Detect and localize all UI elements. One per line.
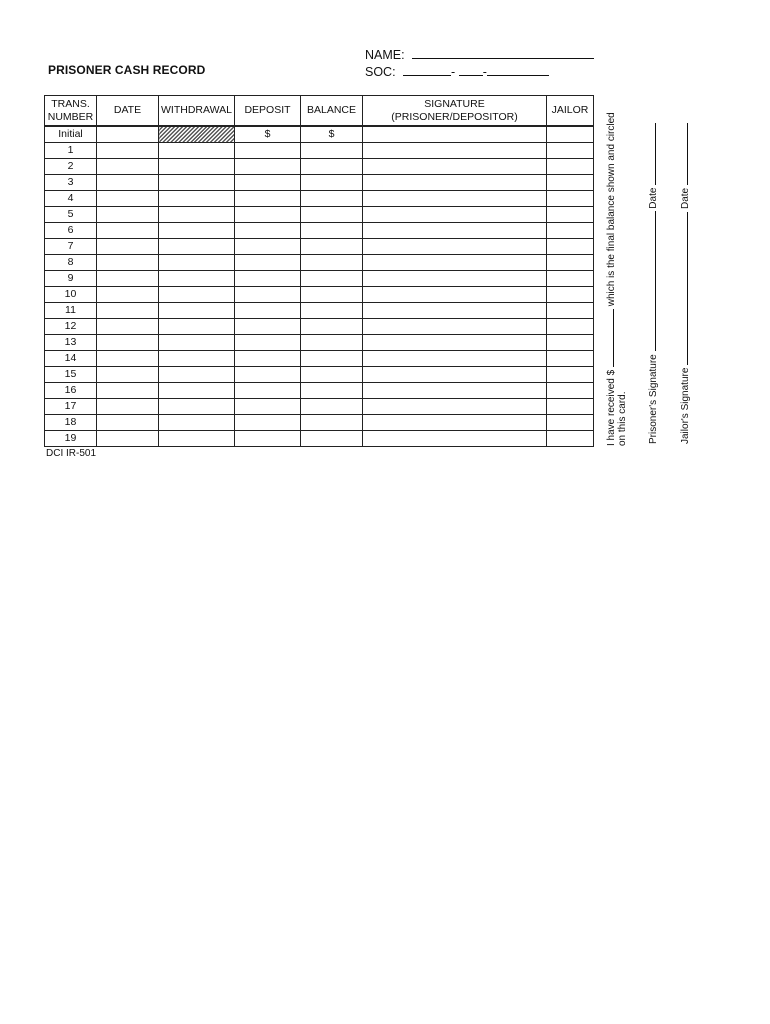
table-row-initial <box>45 126 594 143</box>
cell-signature[interactable] <box>363 239 547 255</box>
cell-jailor[interactable] <box>547 223 594 239</box>
table-row <box>45 367 594 383</box>
cell-deposit[interactable] <box>235 223 301 239</box>
cell-deposit[interactable] <box>235 383 301 399</box>
cell-jailor[interactable] <box>547 239 594 255</box>
cell-date[interactable] <box>97 159 159 175</box>
table-row <box>45 191 594 207</box>
table-row <box>45 239 594 255</box>
cell-balance[interactable] <box>301 415 363 431</box>
cell-deposit[interactable] <box>235 143 301 159</box>
jailor-signature-blank[interactable] <box>677 212 688 365</box>
row-number: 4 <box>45 191 97 207</box>
cell-withdrawal[interactable] <box>159 431 235 447</box>
header-signature: SIGNATURE (PRISONER/DEPOSITOR) <box>363 96 547 127</box>
header-trans-line2: NUMBER <box>47 110 94 123</box>
table-row <box>45 415 594 431</box>
cell-balance[interactable] <box>301 191 363 207</box>
cell-signature[interactable] <box>363 207 547 223</box>
row-number: 18 <box>45 415 97 431</box>
cell-jailor[interactable] <box>547 415 594 431</box>
row-number: 16 <box>45 383 97 399</box>
cell-deposit[interactable] <box>235 415 301 431</box>
cell-balance[interactable] <box>301 367 363 383</box>
soc-blank-1[interactable] <box>403 64 451 76</box>
name-blank[interactable] <box>412 47 594 59</box>
cell-deposit[interactable] <box>235 207 301 223</box>
cell-deposit[interactable] <box>235 399 301 415</box>
name-label: NAME: <box>365 48 405 62</box>
cell-withdrawal[interactable] <box>159 335 235 351</box>
row-number: 1 <box>45 143 97 159</box>
cell-date[interactable] <box>97 383 159 399</box>
cell-balance[interactable] <box>301 319 363 335</box>
cell-balance[interactable]: $ <box>301 126 363 143</box>
row-number: 6 <box>45 223 97 239</box>
table-row <box>45 319 594 335</box>
row-number: 8 <box>45 255 97 271</box>
soc-field <box>365 64 549 79</box>
cell-deposit[interactable] <box>235 431 301 447</box>
cell-signature[interactable] <box>363 383 547 399</box>
received-amount-blank[interactable] <box>603 309 614 367</box>
cell-deposit[interactable] <box>235 351 301 367</box>
cell-withdrawal[interactable] <box>159 319 235 335</box>
header-trans-line1: TRANS. <box>51 97 90 110</box>
cell-balance[interactable] <box>301 239 363 255</box>
cell-balance[interactable] <box>301 351 363 367</box>
cell-date[interactable] <box>97 351 159 367</box>
row-number: 7 <box>45 239 97 255</box>
cell-withdrawal[interactable] <box>159 159 235 175</box>
cell-deposit[interactable] <box>235 175 301 191</box>
table-row <box>45 399 594 415</box>
cell-jailor[interactable] <box>547 255 594 271</box>
cell-deposit[interactable] <box>235 287 301 303</box>
table-row <box>45 287 594 303</box>
receipt-prefix: I have received $ <box>606 369 617 446</box>
cell-deposit[interactable] <box>235 191 301 207</box>
table-row <box>45 175 594 191</box>
cell-withdrawal[interactable] <box>159 143 235 159</box>
row-number: 13 <box>45 335 97 351</box>
soc-blank-3[interactable] <box>487 64 549 76</box>
header-trans-number <box>45 96 97 127</box>
prisoner-date-blank[interactable] <box>645 123 656 185</box>
soc-blank-2[interactable] <box>459 64 483 76</box>
cell-date[interactable] <box>97 367 159 383</box>
cell-withdrawal[interactable] <box>159 383 235 399</box>
form-title: PRISONER CASH RECORD <box>48 63 206 77</box>
table-row <box>45 271 594 287</box>
row-number: 14 <box>45 351 97 367</box>
cell-signature[interactable] <box>363 351 547 367</box>
cell-jailor[interactable] <box>547 383 594 399</box>
cell-deposit[interactable] <box>235 239 301 255</box>
table-row <box>45 223 594 239</box>
row-number: 12 <box>45 319 97 335</box>
cell-balance[interactable] <box>301 255 363 271</box>
cell-balance[interactable] <box>301 175 363 191</box>
cell-signature[interactable] <box>363 319 547 335</box>
cell-deposit[interactable] <box>235 335 301 351</box>
cell-balance[interactable] <box>301 383 363 399</box>
cell-deposit[interactable] <box>235 303 301 319</box>
jailor-signature-line <box>677 123 691 444</box>
cell-date[interactable] <box>97 191 159 207</box>
cell-jailor[interactable] <box>547 319 594 335</box>
cell-date[interactable] <box>97 175 159 191</box>
cell-jailor[interactable] <box>547 431 594 447</box>
cell-jailor[interactable] <box>547 335 594 351</box>
cell-deposit[interactable] <box>235 319 301 335</box>
cell-signature[interactable] <box>363 143 547 159</box>
cell-signature[interactable] <box>363 303 547 319</box>
cell-date[interactable] <box>97 255 159 271</box>
table-header-row <box>45 96 594 127</box>
cell-withdrawal[interactable] <box>159 415 235 431</box>
cell-jailor[interactable] <box>547 399 594 415</box>
cell-deposit[interactable] <box>235 159 301 175</box>
cell-jailor[interactable] <box>547 207 594 223</box>
row-number: 3 <box>45 175 97 191</box>
cell-jailor[interactable] <box>547 287 594 303</box>
cell-jailor[interactable] <box>547 143 594 159</box>
header-jailor: JAILOR <box>547 96 594 127</box>
table-row <box>45 159 594 175</box>
cell-date[interactable] <box>97 415 159 431</box>
cell-date[interactable] <box>97 399 159 415</box>
cell-jailor[interactable] <box>547 271 594 287</box>
soc-label: SOC: <box>365 65 396 79</box>
cell-withdrawal[interactable] <box>159 399 235 415</box>
cell-withdrawal[interactable] <box>159 191 235 207</box>
row-number: 19 <box>45 431 97 447</box>
jailor-date-blank[interactable] <box>677 123 688 185</box>
cell-jailor[interactable] <box>547 191 594 207</box>
cell-date[interactable] <box>97 126 159 143</box>
cell-withdrawal[interactable] <box>159 255 235 271</box>
cell-balance[interactable] <box>301 399 363 415</box>
cell-signature[interactable] <box>363 223 547 239</box>
table-row <box>45 143 594 159</box>
table-row <box>45 335 594 351</box>
cell-date[interactable] <box>97 271 159 287</box>
cell-withdrawal[interactable] <box>159 175 235 191</box>
cell-signature[interactable] <box>363 126 547 143</box>
table-row <box>45 255 594 271</box>
receipt-suffix: which is the final balance shown and circled <box>606 112 617 307</box>
cell-balance[interactable] <box>301 431 363 447</box>
cell-jailor[interactable] <box>547 159 594 175</box>
cell-date[interactable] <box>97 223 159 239</box>
table-row <box>45 383 594 399</box>
row-number: 5 <box>45 207 97 223</box>
prisoner-date-label: Date <box>648 187 659 209</box>
header-withdrawal: WITHDRAWAL <box>159 96 235 127</box>
cell-withdrawal[interactable] <box>159 271 235 287</box>
prisoner-signature-line <box>645 123 659 444</box>
cell-signature[interactable] <box>363 271 547 287</box>
cell-balance[interactable] <box>301 303 363 319</box>
cell-date[interactable] <box>97 239 159 255</box>
cell-withdrawal[interactable] <box>159 287 235 303</box>
cell-jailor[interactable] <box>547 303 594 319</box>
cell-date[interactable] <box>97 207 159 223</box>
jailor-signature-label: Jailor's Signature <box>680 367 691 444</box>
cell-signature[interactable] <box>363 159 547 175</box>
row-number: 11 <box>45 303 97 319</box>
receipt-statement <box>603 112 617 446</box>
row-number: 9 <box>45 271 97 287</box>
cell-withdrawal[interactable] <box>159 303 235 319</box>
cell-signature[interactable] <box>363 415 547 431</box>
header-date: DATE <box>97 96 159 127</box>
cell-signature[interactable] <box>363 399 547 415</box>
name-field <box>365 47 594 62</box>
cell-date[interactable] <box>97 287 159 303</box>
row-number: 2 <box>45 159 97 175</box>
cell-balance[interactable] <box>301 159 363 175</box>
cell-deposit[interactable] <box>235 255 301 271</box>
soc-separator-2: - <box>482 65 487 79</box>
row-number: 17 <box>45 399 97 415</box>
cell-balance[interactable] <box>301 271 363 287</box>
form-number: DCI IR-501 <box>46 448 97 459</box>
cell-deposit[interactable] <box>235 367 301 383</box>
header-balance: BALANCE <box>301 96 363 127</box>
row-number: 10 <box>45 287 97 303</box>
jailor-date-label: Date <box>680 187 691 210</box>
table-row <box>45 431 594 447</box>
cell-date[interactable] <box>97 431 159 447</box>
cell-signature[interactable] <box>363 191 547 207</box>
cell-jailor[interactable] <box>547 175 594 191</box>
cell-withdrawal[interactable] <box>159 351 235 367</box>
cell-signature[interactable] <box>363 255 547 271</box>
table-row <box>45 351 594 367</box>
cell-jailor[interactable] <box>547 126 594 143</box>
table-row <box>45 207 594 223</box>
row-label: Initial <box>45 126 97 143</box>
cell-balance[interactable] <box>301 207 363 223</box>
receipt-statement-line2: on this card. <box>617 391 628 446</box>
table-row <box>45 303 594 319</box>
header-deposit: DEPOSIT <box>235 96 301 127</box>
cell-balance[interactable] <box>301 223 363 239</box>
soc-separator-1: - <box>451 65 456 79</box>
cell-signature[interactable] <box>363 287 547 303</box>
cell-signature[interactable] <box>363 431 547 447</box>
cell-withdrawal-shaded <box>159 126 235 143</box>
cell-withdrawal[interactable] <box>159 367 235 383</box>
cell-deposit[interactable]: $ <box>235 126 301 143</box>
cell-withdrawal[interactable] <box>159 239 235 255</box>
cell-jailor[interactable] <box>547 351 594 367</box>
cell-date[interactable] <box>97 319 159 335</box>
cell-date[interactable] <box>97 335 159 351</box>
cash-record-table <box>44 95 594 447</box>
cell-date[interactable] <box>97 303 159 319</box>
row-number: 15 <box>45 367 97 383</box>
prisoner-signature-blank[interactable] <box>645 211 656 351</box>
prisoner-signature-label: Prisoner's Signature <box>648 354 659 444</box>
cell-deposit[interactable] <box>235 271 301 287</box>
cell-jailor[interactable] <box>547 367 594 383</box>
cell-balance[interactable] <box>301 335 363 351</box>
cell-date[interactable] <box>97 143 159 159</box>
cell-signature[interactable] <box>363 335 547 351</box>
cell-signature[interactable] <box>363 175 547 191</box>
cell-withdrawal[interactable] <box>159 207 235 223</box>
cell-balance[interactable] <box>301 287 363 303</box>
cell-signature[interactable] <box>363 367 547 383</box>
cell-withdrawal[interactable] <box>159 223 235 239</box>
cell-balance[interactable] <box>301 143 363 159</box>
